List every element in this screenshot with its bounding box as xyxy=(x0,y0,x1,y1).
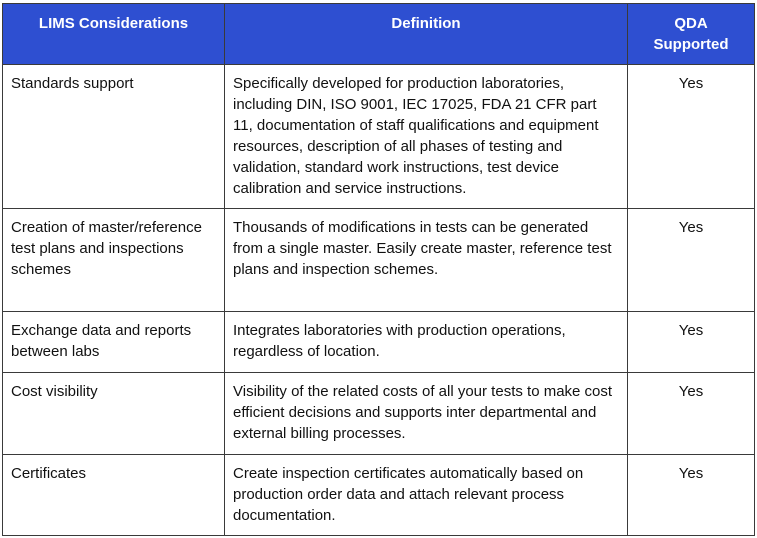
consideration-cell: Standards support xyxy=(3,65,225,209)
lims-considerations-table xyxy=(2,3,755,536)
header-lims-considerations: LIMS Considerations xyxy=(3,4,225,65)
supported-cell: Yes xyxy=(628,65,755,209)
definition-cell: Thousands of modifications in tests can be generated from a single master. Easily create master, reference test plans and inspection schemes. xyxy=(225,209,628,312)
table-header-row xyxy=(3,4,755,65)
table-row xyxy=(3,65,755,209)
header-qda-supported: QDA Supported xyxy=(628,4,755,65)
table-row xyxy=(3,312,755,373)
consideration-cell: Exchange data and reports between labs xyxy=(3,312,225,373)
table-row xyxy=(3,209,755,312)
supported-cell: Yes xyxy=(628,455,755,536)
definition-cell: Specifically developed for production laboratories, including DIN, ISO 9001, IEC 17025, FDA 21 CFR part 11, documentation of staff qualifications and equipment resources, description of all phases of testing and validation, standard work instructions, test device calibration and service instructions. xyxy=(225,65,628,209)
supported-cell: Yes xyxy=(628,312,755,373)
supported-cell: Yes xyxy=(628,373,755,455)
definition-cell: Integrates laboratories with production operations, regardless of location. xyxy=(225,312,628,373)
definition-cell: Create inspection certificates automatically based on production order data and attach relevant process documentation. xyxy=(225,455,628,536)
definition-cell: Visibility of the related costs of all your tests to make cost efficient decisions and supports inter departmental and external billing processes. xyxy=(225,373,628,455)
consideration-cell: Certificates xyxy=(3,455,225,536)
table-row xyxy=(3,373,755,455)
consideration-cell: Creation of master/reference test plans and inspections schemes xyxy=(3,209,225,312)
header-definition: Definition xyxy=(225,4,628,65)
consideration-cell: Cost visibility xyxy=(3,373,225,455)
table-row xyxy=(3,455,755,536)
supported-cell: Yes xyxy=(628,209,755,312)
